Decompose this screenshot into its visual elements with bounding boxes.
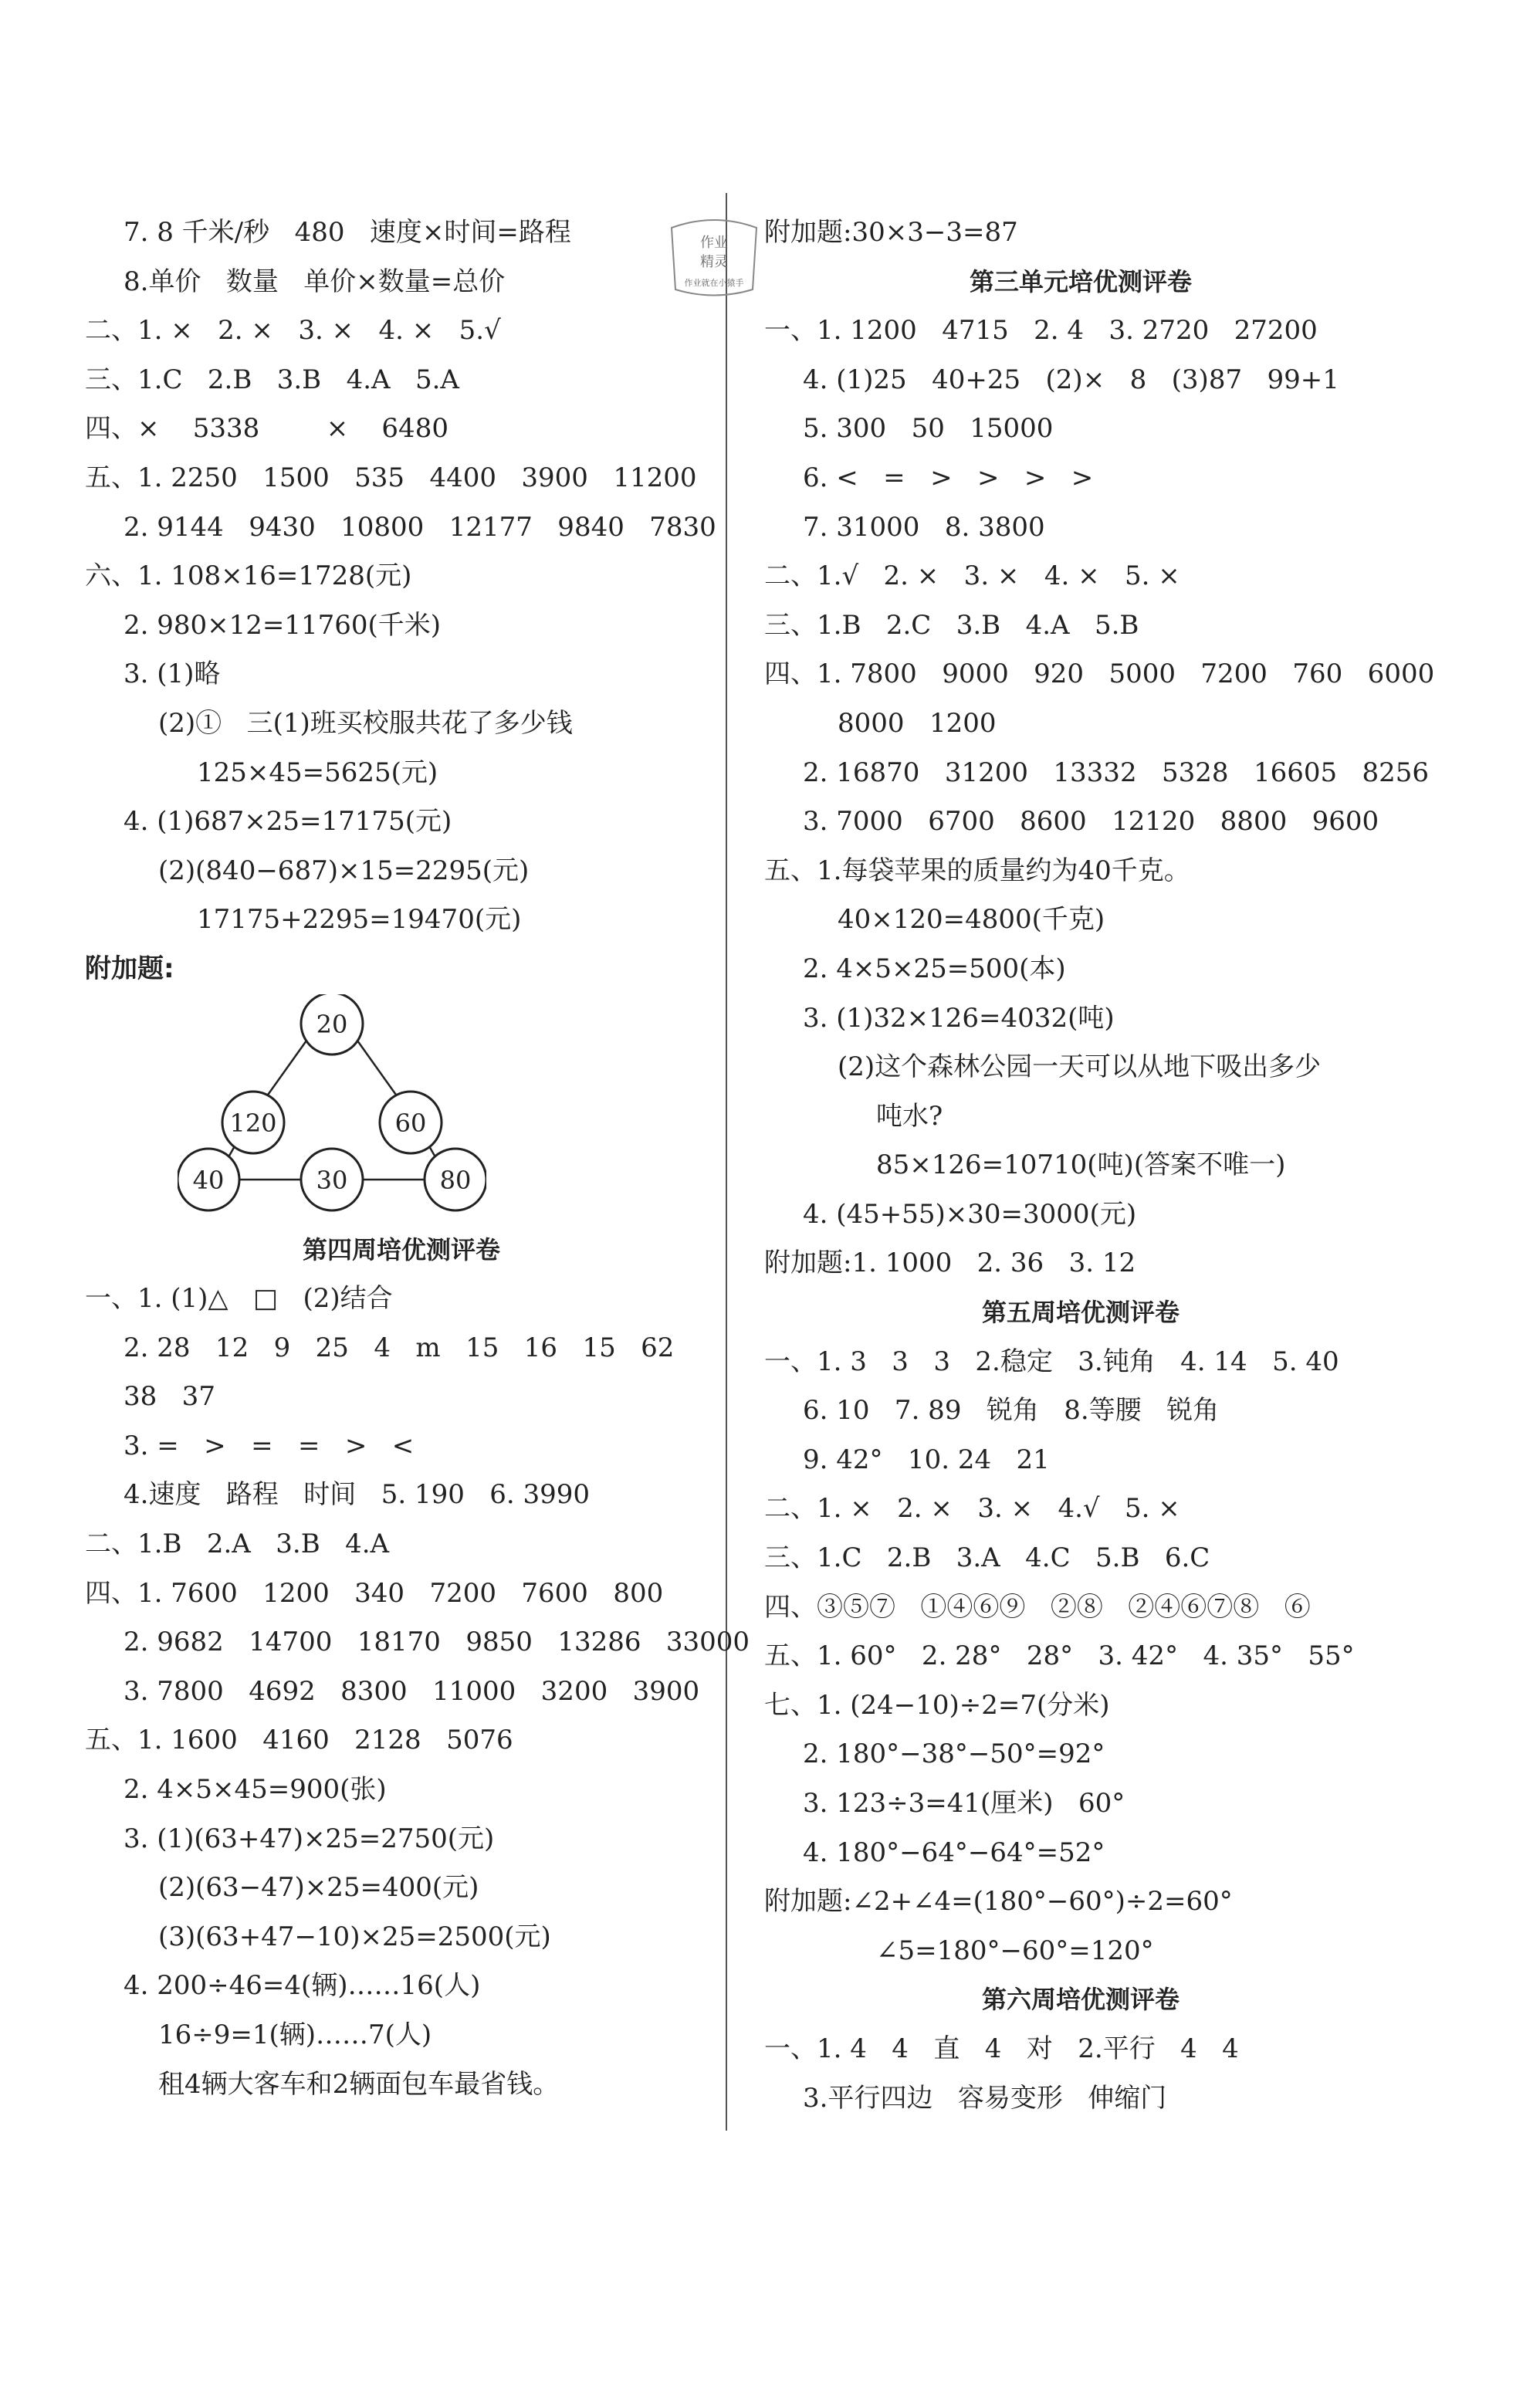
answer-line: 2. 980×12=11760(千米) [124,609,442,641]
answer-line: 二、1. × 2. × 3. × 4.√ 5. × [764,1493,1180,1525]
answer-line: 四、1. 7800 9000 920 5000 7200 760 6000 [764,658,1435,690]
answer-line: 附加题:30×3−3=87 [764,217,1018,248]
answer-line: 三、1.C 2.B 3.B 4.A 5.A [85,364,459,395]
answer-line: (2)① 三(1)班买校服共花了多少钱 [158,707,573,739]
answer-line: 2. 16870 31200 13332 5328 16605 8256 [803,757,1430,788]
answer-line: 4. (1)687×25=17175(元) [124,806,452,838]
answer-line: (2)这个森林公园一天可以从地下吸出多少 [838,1051,1322,1083]
answer-line: 40×120=4800(千克) [838,904,1105,936]
answer-line: 一、1. 1200 4715 2. 4 3. 2720 27200 [764,315,1318,347]
answer-line: 二、1.√ 2. × 3. × 4. × 5. × [764,560,1180,592]
answer-line: 5. 300 50 15000 [803,413,1054,445]
answer-line: 85×126=10710(吨)(答案不唯一) [876,1149,1286,1181]
answer-line: 四、× 5338 × 6480 [85,413,448,445]
answer-line: 7. 8 千米/秒 480 速度×时间=路程 [124,217,571,248]
left-answers-part1 [85,208,718,945]
answer-line: 五、1. 2250 1500 535 4400 3900 11200 [85,462,697,493]
answer-line: 2. 4×5×25=500(本) [803,953,1066,984]
answer-line: 三、1.B 2.C 3.B 4.A 5.B [764,609,1139,641]
node-bottom-left-label: 40 [192,1165,225,1195]
node-bottom-mid-label: 30 [316,1165,348,1195]
answer-line: 6. < = > > > > [803,462,1094,493]
answer-line: 六、1. 108×16=1728(元) [85,560,412,592]
answer-line: (2)(63−47)×25=400(元) [158,1872,479,1904]
answer-line: 4. (1)25 40+25 (2)× 8 (3)87 99+1 [803,364,1339,395]
answer-line: 2. 9682 14700 18170 9850 13286 33000 [124,1627,750,1658]
answer-line: (3)(63+47−10)×25=2500(元) [158,1921,551,1952]
answer-line: 一、1. 4 4 直 4 对 2.平行 4 4 [764,2033,1239,2064]
answer-line: (2)(840−687)×15=2295(元) [158,855,530,886]
answer-line: 2. 9144 9430 10800 12177 9840 7830 [124,511,716,543]
node-top-label: 20 [316,1009,348,1039]
node-bottom-right-label: 80 [439,1165,472,1195]
answer-line: 4.速度 路程 时间 5. 190 6. 3990 [124,1479,591,1511]
answer-line: 17175+2295=19470(元) [197,904,522,936]
answer-line: 3. (1)(63+47)×25=2750(元) [124,1823,495,1854]
answer-line: 125×45=5625(元) [197,757,438,788]
answer-line: 附加题:∠2+∠4=(180°−60°)÷2=60° [764,1886,1233,1918]
answer-line: 2. 180°−38°−50°=92° [803,1738,1105,1770]
answer-line: 9. 42° 10. 24 21 [803,1444,1050,1475]
answer-line: 4. (45+55)×30=3000(元) [803,1198,1137,1230]
answer-line: 2. 4×5×45=900(张) [124,1774,387,1806]
answer-line: 四、1. 7600 1200 340 7200 7600 800 [85,1577,664,1609]
answer-line: 五、1. 60° 2. 28° 28° 3. 42° 4. 35° 55° [764,1640,1355,1672]
answer-line: 3. = > = = > < [124,1430,415,1461]
column-divider [726,193,727,2131]
answer-line: 二、1. × 2. × 3. × 4. × 5.√ [85,315,501,347]
answer-line: 三、1.C 2.B 3.A 4.C 5.B 6.C [764,1542,1210,1574]
answer-line: 四、③⑤⑦ ①④⑥⑨ ②⑧ ②④⑥⑦⑧ ⑥ [764,1591,1311,1623]
stamp-line3: 作业就在小猿手 [684,278,744,288]
answer-line: 3.平行四边 容易变形 伸缩门 [803,2082,1167,2114]
section-heading: 第五周培优测评卷 [981,1298,1180,1328]
answer-line: 3. (1)32×126=4032(吨) [803,1002,1115,1034]
answer-line: 7. 31000 8. 3800 [803,511,1045,543]
answer-line: 五、1.每袋苹果的质量约为40千克。 [764,855,1190,886]
answer-line: 七、1. (24−10)÷2=7(分米) [764,1689,1110,1721]
answer-line: 4. 180°−64°−64°=52° [803,1837,1105,1868]
node-mid-right-label: 60 [394,1108,427,1138]
section-heading: 第六周培优测评卷 [981,1985,1180,2015]
left-bonus-label: 附加题: [85,953,174,984]
bonus-triangle [85,994,718,1226]
answer-line: 附加题:1. 1000 2. 36 3. 12 [764,1248,1136,1279]
answer-line: ∠5=180°−60°=120° [876,1935,1154,1966]
answer-line: 一、1. 3 3 3 2.稳定 3.钝角 4. 14 5. 40 [764,1346,1339,1377]
answer-line: 38 37 [124,1381,215,1413]
stamp-line2: 精灵 [700,254,728,270]
answer-line: 3. 123÷3=41(厘米) 60° [803,1788,1125,1819]
right-answers [764,208,1435,2123]
left-column [85,208,750,2109]
answer-line: 租4辆大客车和2辆面包车最省钱。 [158,2068,560,2100]
answer-line: 吨水? [876,1100,943,1132]
answer-line: 4. 200÷46=4(辆)……16(人) [124,1970,481,2002]
answer-line: 一、1. (1)△ □ (2)结合 [85,1283,393,1315]
stamp-line1: 作业 [700,235,728,251]
section-heading: 第三单元培优测评卷 [969,266,1192,296]
node-mid-left-label: 120 [229,1108,277,1138]
answer-line: 3. 7800 4692 8300 11000 3200 3900 [124,1675,700,1707]
right-column [764,208,1435,2123]
answer-line: 6. 10 7. 89 锐角 8.等腰 锐角 [803,1395,1220,1427]
answer-line: 五、1. 1600 4160 2128 5076 [85,1725,513,1756]
section-heading: 第四周培优测评卷 [302,1234,500,1264]
answer-line: 2. 28 12 9 25 4 m 15 16 15 62 [124,1332,675,1363]
left-answers-part2 [85,1226,750,2110]
answer-line: 16÷9=1(辆)……7(人) [158,2019,432,2050]
answer-line: 8.单价 数量 单价×数量=总价 [124,266,506,297]
answer-line: 二、1.B 2.A 3.B 4.A [85,1528,390,1560]
answer-line: 3. (1)略 [124,658,221,690]
answer-line: 8000 1200 [838,707,997,739]
triangle-diagram [178,994,486,1226]
answer-line: 3. 7000 6700 8600 12120 8800 9600 [803,806,1379,838]
